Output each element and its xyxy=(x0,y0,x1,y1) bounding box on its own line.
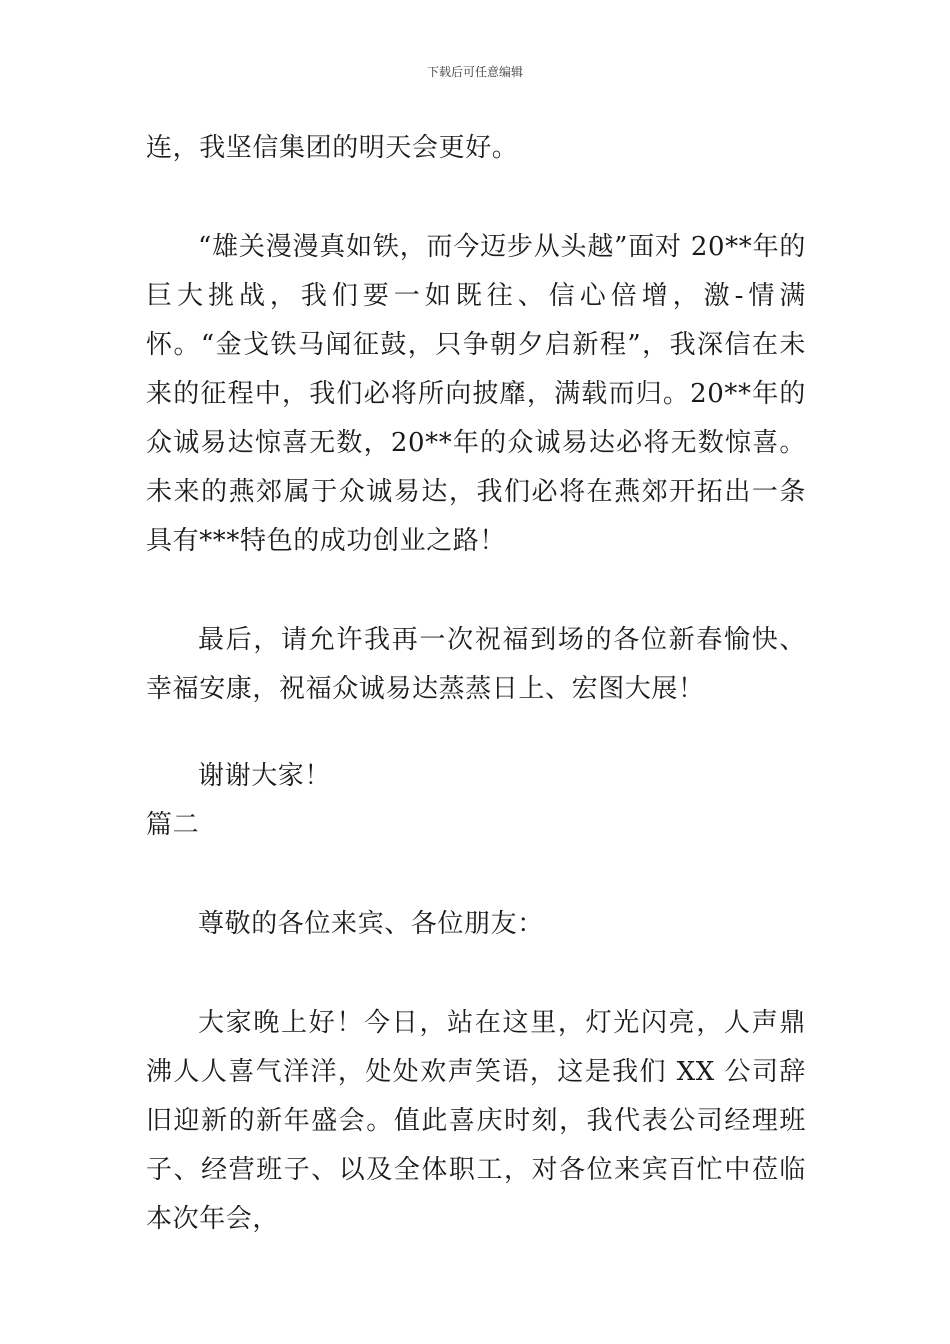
document-body xyxy=(146,124,806,1244)
page-header: 下载后可任意编辑 xyxy=(426,65,523,79)
section-heading: 篇二 xyxy=(146,810,200,840)
paragraph-thanks: 谢谢大家！ xyxy=(198,761,332,791)
paragraph-salutation: 尊敬的各位来宾、各位朋友： xyxy=(198,909,544,939)
paragraph-blessing: 最后，请允许我再一次祝福到场的各位新春愉快、幸福安康，祝福众诚易达蒸蒸日上、宏图大展！ xyxy=(146,625,806,704)
paragraph-challenge: “雄关漫漫真如铁，而今迈步从头越”面对 20**年的巨大挑战，我们要一如既往、信心倍增，激-情满怀。“金戈铁马闻征鼓，只争朝夕启新程”，我深信在未来的征程中，我们必将所向披靡，满载而归。20**年的众诚易达惊喜无数，20**年的众诚易达必将无数惊喜。未来的燕郊属于众诚易达，我们必将在燕郊开拓出一条具有***特色的成功创业之路！ xyxy=(146,232,806,556)
paragraph-opening: 大家晚上好！今日，站在这里，灯光闪亮，人声鼎沸人人喜气洋洋，处处欢声笑语，这是我们 XX 公司辞旧迎新的新年盛会。值此喜庆时刻，我代表公司经理班子、经营班子、以及全体职工，对各位来宾百忙中莅临本次年会， xyxy=(146,1008,806,1234)
paragraph-continuation: 连，我坚信集团的明天会更好。 xyxy=(146,133,519,163)
